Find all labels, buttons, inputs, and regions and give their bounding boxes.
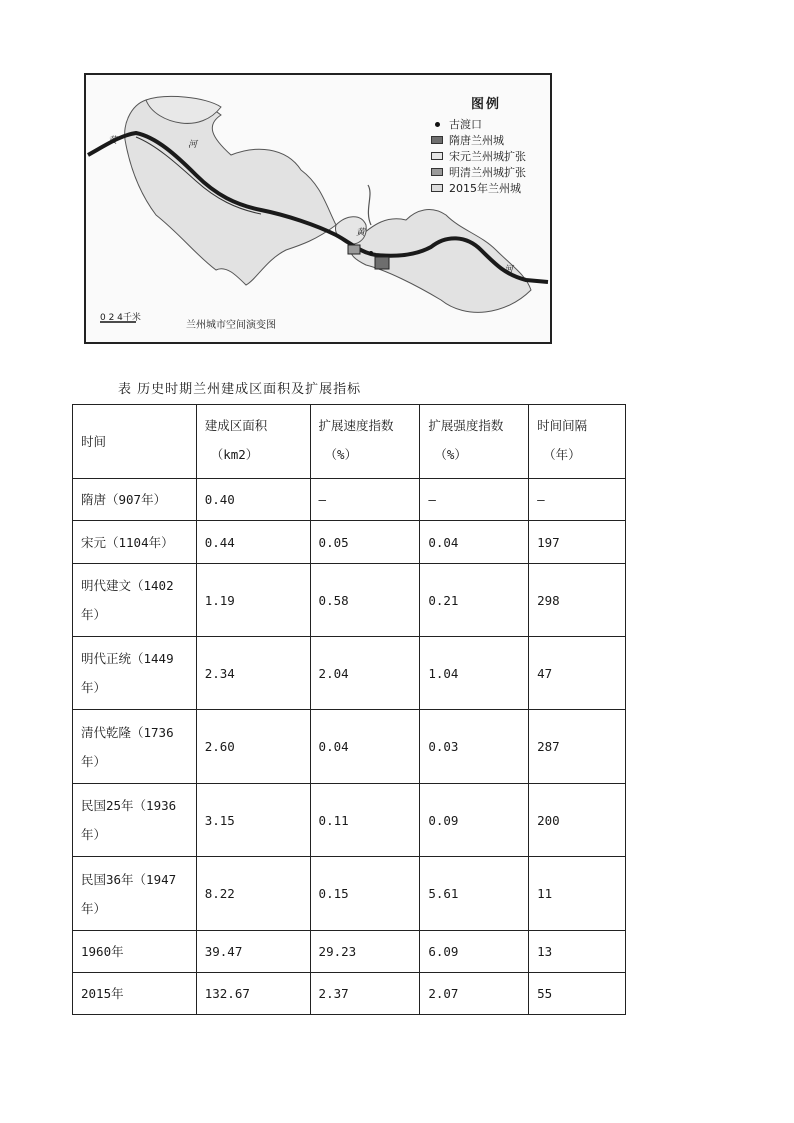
cell-area: 1.19 bbox=[196, 564, 310, 637]
cell-area: 39.47 bbox=[196, 931, 310, 973]
swatch-icon bbox=[431, 168, 443, 176]
legend-title: 图例 bbox=[470, 97, 501, 112]
legend-label: 宋元兰州城扩张 bbox=[449, 150, 526, 163]
cell-speed: 2.04 bbox=[310, 637, 420, 710]
mingqing-city-block bbox=[348, 245, 360, 254]
header-unit: （%） bbox=[324, 447, 358, 462]
cell-speed: — bbox=[310, 479, 420, 521]
header-label: 时间 bbox=[81, 434, 107, 449]
cell-time: 隋唐（907年） bbox=[73, 479, 197, 521]
cell-intensity: 0.03 bbox=[420, 710, 529, 784]
cell-interval: 200 bbox=[529, 784, 626, 857]
cell-interval: 197 bbox=[529, 521, 626, 564]
cell-area: 8.22 bbox=[196, 857, 310, 931]
lanzhou-map-figure bbox=[84, 73, 552, 344]
ferry-point bbox=[369, 251, 373, 255]
table-row bbox=[73, 564, 626, 637]
cell-area: 2.60 bbox=[196, 710, 310, 784]
cell-area: 0.44 bbox=[196, 521, 310, 564]
cell-intensity: 6.09 bbox=[420, 931, 529, 973]
header-unit: （年） bbox=[543, 447, 581, 462]
ferry-dot-icon bbox=[435, 122, 440, 127]
table-row bbox=[73, 710, 626, 784]
header-unit: （km2） bbox=[210, 447, 259, 462]
cell-time: 2015年 bbox=[73, 973, 197, 1015]
scale-label: 0 2 4千米 bbox=[100, 313, 141, 323]
cell-interval: 287 bbox=[529, 710, 626, 784]
legend-label: 隋唐兰州城 bbox=[449, 134, 504, 147]
header-time bbox=[73, 405, 197, 479]
cell-area: 3.15 bbox=[196, 784, 310, 857]
legend-label: 明清兰州城扩张 bbox=[449, 166, 526, 179]
swatch-icon bbox=[431, 136, 443, 144]
cell-interval: 298 bbox=[529, 564, 626, 637]
legend-item-2015 bbox=[431, 180, 546, 196]
header-area bbox=[196, 405, 310, 479]
cell-interval: 13 bbox=[529, 931, 626, 973]
header-unit: （%） bbox=[434, 447, 467, 462]
cell-intensity: — bbox=[420, 479, 529, 521]
legend-item-ferry bbox=[431, 116, 546, 132]
legend-item-songyuan bbox=[431, 148, 546, 164]
cell-time: 明代建文（1402年） bbox=[73, 564, 197, 637]
cell-intensity: 1.04 bbox=[420, 637, 529, 710]
cell-area: 0.40 bbox=[196, 479, 310, 521]
header-label: 扩展强度指数 bbox=[428, 418, 504, 433]
expansion-table bbox=[72, 404, 626, 1015]
cell-time: 宋元（1104年） bbox=[73, 521, 197, 564]
table-row bbox=[73, 637, 626, 710]
table-caption: 表 历史时期兰州建成区面积及扩展指标 bbox=[118, 382, 362, 397]
cell-speed: 2.37 bbox=[310, 973, 420, 1015]
cell-time: 明代正统（1449年） bbox=[73, 637, 197, 710]
river-label-2: 河 bbox=[188, 140, 198, 150]
cell-intensity: 5.61 bbox=[420, 857, 529, 931]
table-row bbox=[73, 857, 626, 931]
cell-speed: 0.05 bbox=[310, 521, 420, 564]
table-row bbox=[73, 479, 626, 521]
cell-time: 1960年 bbox=[73, 931, 197, 973]
cell-intensity: 2.07 bbox=[420, 973, 529, 1015]
cell-area: 2.34 bbox=[196, 637, 310, 710]
table-row bbox=[73, 973, 626, 1015]
table-header-row bbox=[73, 405, 626, 479]
cell-time: 民国25年（1936年） bbox=[73, 784, 197, 857]
cell-interval: — bbox=[529, 479, 626, 521]
header-interval bbox=[529, 405, 626, 479]
swatch-icon bbox=[431, 152, 443, 160]
cell-speed: 0.15 bbox=[310, 857, 420, 931]
cell-intensity: 0.21 bbox=[420, 564, 529, 637]
cell-intensity: 0.09 bbox=[420, 784, 529, 857]
cell-interval: 55 bbox=[529, 973, 626, 1015]
river-label-1: 黄 bbox=[108, 136, 118, 146]
map-legend bbox=[426, 93, 546, 196]
suitang-city-block bbox=[375, 257, 389, 269]
cell-speed: 29.23 bbox=[310, 931, 420, 973]
city-2015-area-west bbox=[125, 98, 336, 285]
swatch-icon bbox=[431, 184, 443, 192]
cell-speed: 0.58 bbox=[310, 564, 420, 637]
cell-speed: 0.11 bbox=[310, 784, 420, 857]
header-label: 扩展速度指数 bbox=[318, 418, 394, 433]
header-intensity bbox=[420, 405, 529, 479]
cell-speed: 0.04 bbox=[310, 710, 420, 784]
table-row bbox=[73, 521, 626, 564]
legend-label: 2015年兰州城 bbox=[449, 182, 521, 195]
header-label: 时间间隔 bbox=[537, 418, 588, 433]
legend-item-suitang bbox=[431, 132, 546, 148]
cell-interval: 47 bbox=[529, 637, 626, 710]
header-speed bbox=[310, 405, 420, 479]
cell-interval: 11 bbox=[529, 857, 626, 931]
map-caption: 兰州城市空间演变图 bbox=[186, 320, 276, 331]
cell-time: 民国36年（1947年） bbox=[73, 857, 197, 931]
header-label: 建成区面积 bbox=[204, 418, 268, 433]
legend-item-mingqing bbox=[431, 164, 546, 180]
river-label-3: 黄 bbox=[356, 228, 366, 238]
cell-time: 清代乾隆（1736年） bbox=[73, 710, 197, 784]
tributary bbox=[368, 185, 371, 225]
cell-intensity: 0.04 bbox=[420, 521, 529, 564]
cell-area: 132.67 bbox=[196, 973, 310, 1015]
table-row bbox=[73, 931, 626, 973]
legend-label: 古渡口 bbox=[449, 118, 482, 131]
river-label-4: 河 bbox=[504, 265, 514, 275]
table-row bbox=[73, 784, 626, 857]
